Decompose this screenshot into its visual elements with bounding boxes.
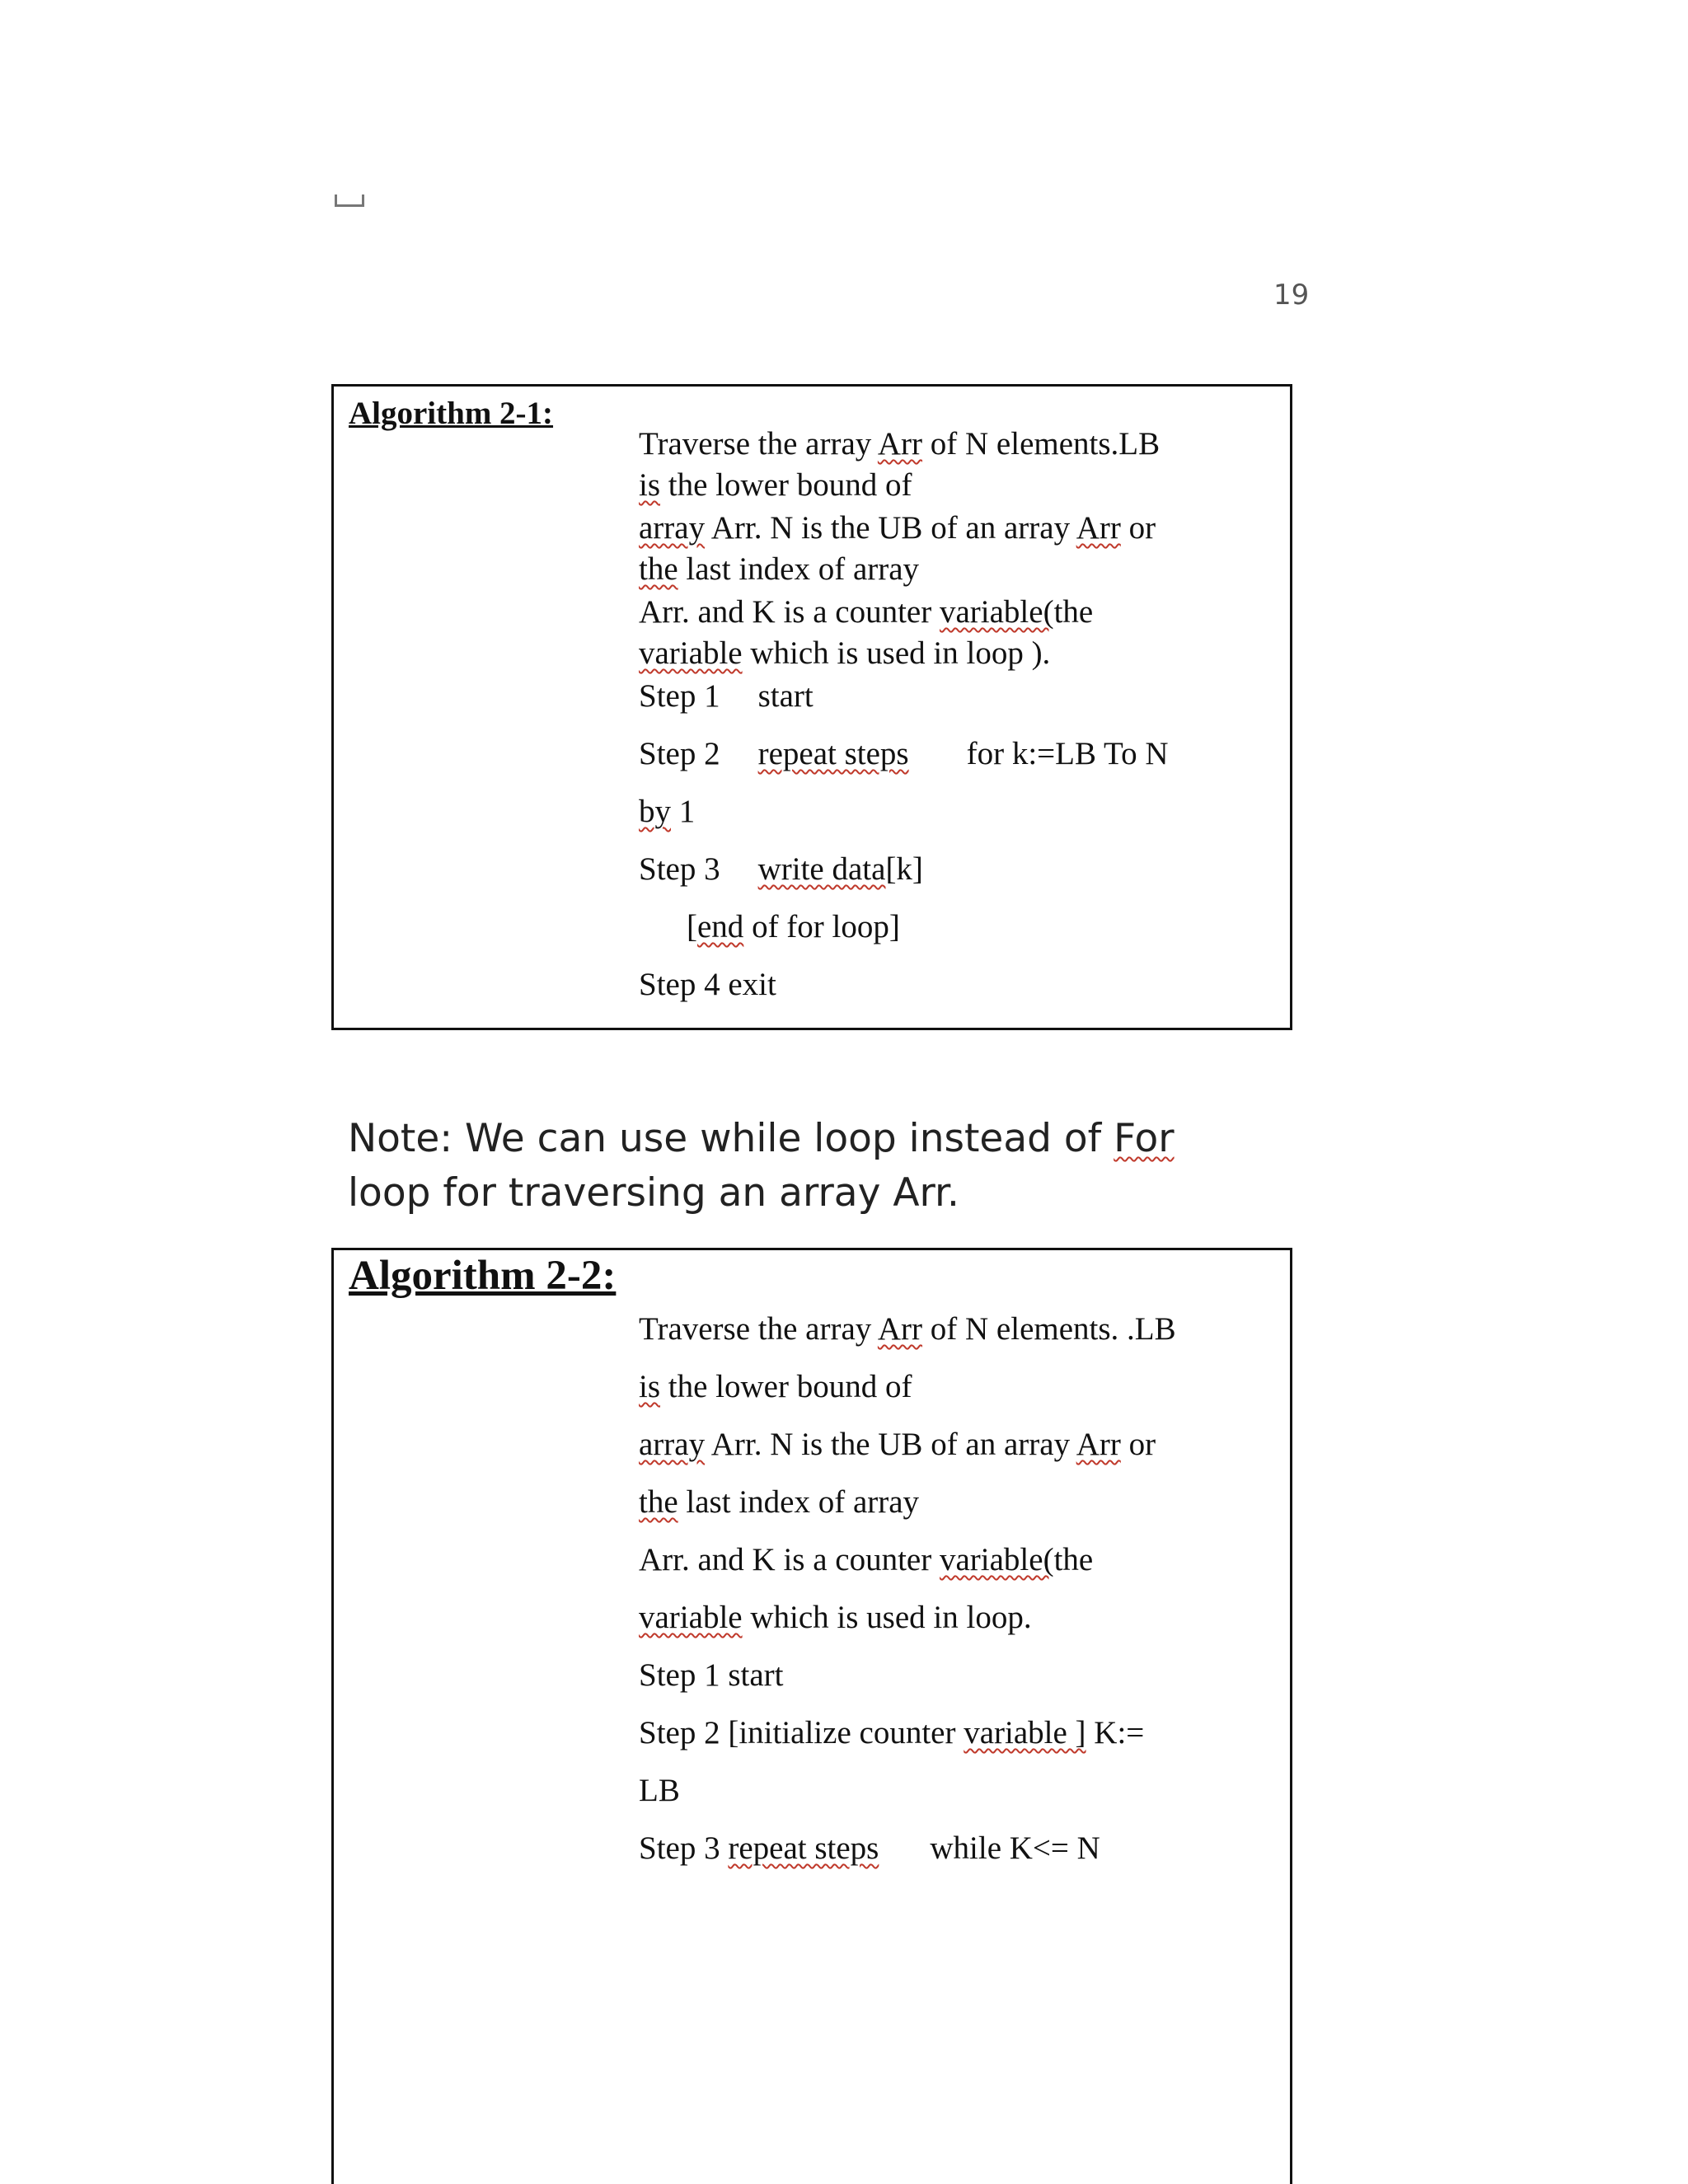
alg1-step-2-continuation: by 1 [639, 794, 696, 829]
alg2-step-2: Step 2 [initialize counter variable ] K:= [639, 1715, 1145, 1750]
algorithm-2-2-box [331, 1248, 1292, 2184]
alg2-desc-line-2: is the lower bound of [639, 1369, 912, 1404]
alg2-step-2-continuation: LB [639, 1773, 680, 1808]
alg1-desc-line-3: array Arr. N is the UB of an array Arr or [639, 510, 1156, 546]
alg2-desc-line-1: Traverse the array Arr of N elements. .LB [639, 1311, 1176, 1347]
alg2-desc-line-6: variable which is used in loop. [639, 1600, 1032, 1635]
alg1-step-2: Step 2 repeat steps for k:=LB To N [639, 736, 1169, 771]
algorithm-2-1-title: Algorithm 2-1: [349, 396, 554, 431]
algorithm-2-1-box [331, 384, 1292, 1030]
algorithm-2-2-title: Algorithm 2-2: [349, 1253, 617, 1299]
alg1-step-1: Step 1 start [639, 678, 814, 714]
alg1-desc-line-5: Arr. and K is a counter variable(the [639, 594, 1094, 630]
alg2-step-1: Step 1 start [639, 1657, 784, 1693]
alg1-desc-line-4: the last index of array [639, 551, 920, 587]
note-line-1: Note: We can use while loop instead of For [348, 1116, 1175, 1161]
alg1-end-loop: [end of for loop] [687, 909, 900, 944]
alg2-desc-line-4: the last index of array [639, 1484, 920, 1520]
page-number: 19 [1273, 279, 1310, 312]
alg1-desc-line-2: is the lower bound of [639, 467, 912, 503]
alg2-desc-line-5: Arr. and K is a counter variable(the [639, 1542, 1094, 1577]
alg2-step-3: Step 3 repeat steps while K<= N [639, 1830, 1100, 1866]
alg1-desc-line-6: variable which is used in loop ). [639, 635, 1051, 671]
alg1-step-3: Step 3 write data[k] [639, 851, 923, 887]
alg1-step-4: Step 4 exit [639, 967, 776, 1002]
alg2-desc-line-3: array Arr. N is the UB of an array Arr or [639, 1427, 1156, 1462]
alg1-desc-line-1: Traverse the array Arr of N elements.LB [639, 426, 1160, 462]
corner-crop-mark [335, 194, 364, 207]
note-line-2: loop for traversing an array Arr. [348, 1170, 959, 1216]
